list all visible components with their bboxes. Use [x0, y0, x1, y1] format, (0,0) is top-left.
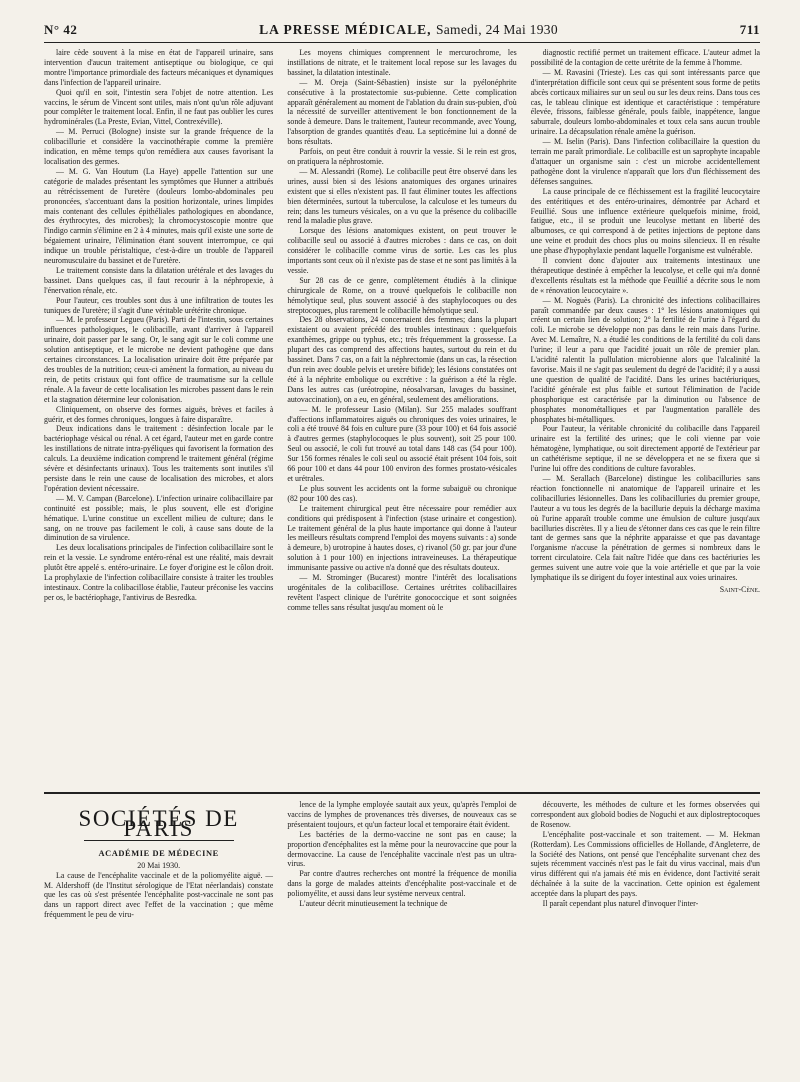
paragraph: — M. Ravasini (Trieste). Les cas qui sont intéressants parce que d'interprétation difficile sont ceux qui se présentent sous forme de petits abcès corticaux miliaires sur un seul ou sur les deux reins. Dans tous ces cas, le tableau clinique est identique et caractéristique : température élevée, frissons, faiblesse générale, pouls faible, inappétence, langue saburrale, douleurs lombo-abdominales et toux cela sans aucun trouble urinaire. La décapsulation rénale amène la guérison.	[530, 67, 760, 137]
paragraph: Cliniquement, on observe des formes aiguës, brèves et faciles à guérir, et des formes chroniques, longues à faire disparaître.	[44, 404, 274, 424]
session-date: 20 Mai 1930.	[137, 860, 181, 870]
paragraph: Pour l'auteur, ces troubles sont dus à une infiltration de toutes les tuniques de l'uretère; il s'agit d'une véritable urétérite chronique.	[44, 295, 274, 315]
societies-column-3	[531, 800, 760, 1070]
paragraph: — M. V. Campan (Barcelone). L'infection urinaire colibacillaire par continuité est possible; mais, le plus souvent, elle est d'origine hématique. L'urine constitue un excellent milieu de culture; dans le sang, on ne trouve pas facilement le coli, à cause sans doute de la diminution de sa virulence.	[44, 493, 274, 543]
paragraph: Pour l'auteur, la véritable chronicité du colibacille dans l'appareil urinaire est la fertilité des urines; que le coli vienne par voie hématogène, lymphatique, ou soit directement apporté de l'extérieur par un cathétérisme septique, il ne se développera et ne se fixera que si l'urine lui offre des conditions de culture favorables.	[530, 424, 760, 474]
paragraph: Il paraît cependant plus naturel d'invoquer l'inter-	[542, 899, 699, 909]
paragraph: — M. Serallach (Barcelone) distingue les colibacilluries sans réaction fonctionnelle ni anatomique de l'appareil urinaire et les colibacilluries lésionnelles. Dans les colibacilluries du premier groupe, l'auteur a vu tous les degrés de la bacillurie depuis la décharge maxima où l'urine apparaît trouble comme une émulsion de culture jusqu'aux bacilluries discrètes. Il y a lieu de s'étonner dans ces cas que le rein filtre tant de germes sans que la néphrite apparaisse et que pas davantage l'organisme n'accuse la pénétration de germes si nombreux dans le torrent circulatoire. Cela fait naître l'idée que dans ces bactériuries les germes suivent une autre voie que la voie artérielle et que par la voie lymphatique ils se dirigent du foyer intestinal aux voies urinaires.	[530, 473, 760, 583]
paragraph: — M. Alessandri (Rome). Le colibacille peut être observé dans les urines, aussi bien si des lésions anatomiques des organes urinaires existent que si elles n'existent pas. Il faut éliminer toutes les affections bien déterminées, surtout la tuberculose, la calculose et les tumeurs du rein; dans les tumeurs vésicales, on a vu que la présence du colibacille rend la maladie plus grave.	[287, 166, 517, 226]
paragraph: Des 28 observations, 24 concernaient des femmes; dans la plupart existaient ou avaient précédé des troubles intestinaux : quelquefois exanthèmes, grippe ou typhus, etc.; très fréquemment la grossesse. La plupart des cas comprend des affections hautes, surtout du rein et du bassinet. Dans 7 cas, on a fait la néphrectomie (dans un cas, la résection d'un rein avec double pelvis et uretère bifide); les lésions constatées ont été à la néphrite embolique ou excrétive : la guérison a été la règle. Dans les autres cas (uréotropine, néosalvarsan, lavages du bassinet, autovaccination), on a eu, en général, seulement des améliorations.	[287, 315, 517, 404]
paragraph: Quoi qu'il en soit, l'intestin sera l'objet de notre attention. Les vaccins, le sérum de Vincent sont utiles, mais n'ont qu'un rôle adjuvant pour compléter le traitement local. Enfin, il ne faut pas oublier les cures hydrominérales (La Preste, Evian, Vittel, Contrexéville).	[44, 87, 274, 127]
paragraph: Le plus souvent les accidents ont la forme subaiguë ou chronique (82 pour 100 des cas).	[287, 483, 517, 503]
author-signature: Saint-Cène.	[719, 584, 760, 594]
paragraph: Le traitement chirurgical peut être nécessaire pour remédier aux conditions qui prédisposent à l'infection (stase urinaire et congestion). Le traitement général de la plus haute importance qui donne à l'auteur les meilleurs résultats comprend l'emploi des moyens suivants : a) sonde à demeure, b) urotropine à hautes doses, c) rivanol (50 gr. par jour d'une solution à 1 pour 100) en injections intraveineuses. La thérapeutique immunisante passive ou active n'a donné que des résultats douteux.	[287, 503, 517, 573]
column-2	[287, 48, 516, 786]
societies-column-1	[44, 800, 273, 1070]
paragraph: — M. Oreja (Saint-Sébastien) insiste sur la pyélonéphrite consécutive à la prostatectomie sus-pubienne. Cette complication apparaît généralement au moment de l'ablation du drain sus-pubien, d'où la nécessité de surveiller attentivement le bon fonctionnement de la sonde à demeure. Dans le traitement, l'auteur recommande, avec Young, l'absorption de grandes quantités d'eau. La septicémine lui a donné de bons résultats.	[287, 77, 517, 147]
paragraph: Lorsque des lésions anatomiques existent, on peut trouver le colibacille seul ou associé à d'autres microbes : dans ce cas, on doit considérer le colibacille comme virus de sortie. Les cas les plus importants sont ceux où il n'existe pas de stase et ne sont pas limités à la vessie.	[287, 226, 517, 275]
paragraph: Deux indications dans le traitement : désinfection locale par le bactériophage vésical ou rénal. A cet égard, l'auteur met en garde contre les instillations de nitrate intra-pyéliques qui favorisent la formation des calculs. La deuxième indication comprend le traitement général (régime sévère et désinfectants urinaux). Tous les traitements sont inutiles s'il persiste dans le rein une cause de localisation des microbes, et alors l'opération devient nécessaire.	[44, 424, 274, 493]
paragraph: L'auteur décrit minutieusement la technique de	[299, 899, 448, 909]
paragraph: — M. le professeur Legueu (Paris). Parti de l'intestin, sous certaines influences pathologiques, le colibacille, avant d'arriver à l'appareil urinaire, doit passer par le sang. Or, le sang agit sur le coli comme une solution antiseptique, et le microbe ne devient pathogène que dans certaines circonstances. La localisation urinaire doit être préparée par des troubles de la nutrition; ceux-ci amènent la formation, au niveau du rein, de petits cristaux qui font office de traumatisme sur la cellule rénale. A la faveur de cette localisation les microbes passent dans le rein et la stagnation détermine leur colonisation.	[44, 315, 274, 404]
header-rule	[44, 42, 760, 43]
paragraph: découverte, les méthodes de culture et les formes observées qui correspondent aux globoïd bodies de Noguchi et aux diplostreptocoques de Rosenow.	[530, 800, 760, 829]
paragraph: Parfois, on peut être conduit à rouvrir la vessie. Si le rein est gros, on pratiquera la néphrostomie.	[287, 147, 517, 166]
societies-columns	[44, 800, 760, 1070]
section-heading: SOCIÉTÉS DE PARIS	[78, 806, 239, 841]
column-3	[531, 48, 760, 786]
issue-date: Samedi, 24 Mai 1930	[435, 22, 558, 37]
societies-column-2	[287, 800, 516, 1070]
paragraph: La cause de l'encéphalite vaccinale et de la poliomyélite aiguë. — M. Aldershoff (de l'Institut sérologique de l'Etat néerlandais) constate que les cas où s'est présentée l'encéphalite post-vaccinale ne sont pas dans un rapport direct avec l'effet de la vaccination ; que même fréquemment le peu de viru-	[44, 870, 274, 920]
paragraph: — M. le professeur Lasio (Milan). Sur 255 malades souffrant d'affections inflammatoires aiguës ou chroniques des voies urinaires, le coli a été trouvé 84 fois en culture pure (33 pour 100) et 64 fois associé à d'autres germes (staphylocoques le plus souvent), soit 25 pour 100. Seul ou associé, le coli fut trouvé au total dans 148 cas (54 pour 100). Sur 156 formes rénales le coli seul ou associé était présent 104 fois, soit 66 pour 100 et dans 44 pour 100 environ des formes prostato-vésicales et urétrales.	[287, 404, 517, 483]
paragraph: — M. G. Van Houtum (La Haye) appelle l'attention sur une catégorie de malades présentant les symptômes que Hunner a attribués au rétrécissement de l'uretère (douleurs lombo-abdominales peu prononcées, s'accentuant dans la position horizontale, urines limpides mais contenant des cellules épithéliales pathologiques en abondance, des érythrocytes, des microbes); la chromocystoscopie montre que l'indigo carmin s'élimine en 2 à 4 minutes, mais qu'il existe une sorte de bégaiement urinaire, l'élimination étant souvent interrompue, ce qui indique un trouble péristaltique, c'est-à-dire un trouble de l'appareil neuromusculaire du bassinet et de l'uretère.	[44, 166, 274, 266]
academy-heading: ACADÉMIE DE MÉDECINE	[98, 848, 219, 858]
paragraph: — M. Perruci (Bologne) insiste sur la grande fréquence de la colibacillurie et considère la vaccinothérapie comme la première indication, en même temps qu'on remédiera aux causes favorisant la localisation des germes.	[44, 127, 274, 166]
paragraph: Par contre d'autres recherches ont montré la fréquence de monilia dans la gorge de malades atteints d'encéphalite post-vaccinale et de poliomyélite, et aussi dans leur système nerveux central.	[287, 869, 517, 899]
column-1	[44, 48, 273, 786]
paragraph: — M. Iselin (Paris). Dans l'infection colibacillaire la question du terrain me paraît primordiale. Le colibacille est un saprophyte incapable d'attaquer un organisme sain : c'est un microbe accidentellement pathogène dont la virulence n'apparaît que lors d'un fléchissement des défenses sanguines.	[530, 137, 760, 186]
article-columns	[44, 48, 760, 786]
section-rule	[44, 792, 760, 794]
running-header	[44, 22, 760, 40]
paragraph: Il convient donc d'ajouter aux traitements intestinaux une thérapeutique destinée à empêcher la leucolyse, et celle qui m'a donné d'excellents résultats est la méthode que Feuillié a décrite sous le nom de « rénovation leucocytaire ».	[530, 256, 760, 295]
paragraph: — M. Strominger (Bucarest) montre l'intérêt des localisations urogénitales de la colibacillose. Certaines urétrites colibacillaires revêtent l'aspect clinique de l'urétrite gonococcique et sont soignées comme telles sans résultat jusqu'au moment où le	[287, 573, 517, 612]
societies-col1-body	[44, 871, 273, 921]
paragraph: laire cède souvent à la mise en état de l'appareil urinaire, sans intervention d'aucun traitement antiseptique ou biologique, ce qui montre l'importance primordiale des facteurs mécaniques et dynamiques dans l'infection de l'appareil urinaire.	[44, 48, 274, 87]
paragraph: La cause principale de ce fléchissement est la fragilité leucocytaire des entéritiques et des entéro-urinaires, démontrée par Achard et Feuillié. Sous une influence extérieure quelquefois minime, froid, fatigue, etc., il se produit une leucolyse mettant en liberté des albumoses, ce qui correspond à de petites injections de peptone dans une veine et produit des chocs plus ou moins silencieux. Il en résulte une phase d'hypophylaxie pendant laquelle l'organisme est vulnérable.	[530, 186, 760, 256]
paragraph: Les bactéries de la dermo-vaccine ne sont pas en cause; la proportion d'encéphalites est la même pour la neurovaccine que pour la dermovaccine. La cause de l'encéphalite vaccinale n'est pas un ultra-virus.	[287, 829, 517, 869]
journal-title	[259, 22, 558, 38]
page-number: 711	[739, 22, 760, 37]
paragraph: L'encéphalite post-vaccinale et son traitement. — M. Hekman (Rotterdam). Les Commissions officielles de Hollande, d'Angleterre, de la Société des Nations, ont pensé que l'encéphalite survenant chez des sujets récemment vaccinés n'est pas le fait du virus vaccinal, mais d'un virus différent qui n'a jamais été mis en évidence, dont l'activité serait déchaînée à la suite de la vaccination. Cette opinion est également acceptée dans la plupart des pays.	[530, 829, 760, 899]
journal-name: LA PRESSE MÉDICALE,	[259, 22, 432, 37]
paragraph: Les moyens chimiques comprennent le mercurochrome, les instillations de nitrate, et le traitement local repose sur les lavages du bassinet, la dilatation intestinale.	[287, 48, 517, 77]
paragraph: diagnostic rectifié permet un traitement efficace. L'auteur admet la possibilité de la contagion de cette urétrite de la femme à l'homme.	[530, 48, 760, 67]
paragraph: Le traitement consiste dans la dilatation urétérale et des lavages du bassinet. Dans quelques cas, il faut recourir à la néphropexie, à l'énervation rénale, etc.	[44, 265, 274, 295]
paragraph: lence de la lymphe employée sautait aux yeux, qu'après l'emploi de vaccins de lymphes de provenances très diverses, de nouveaux cas se présentaient toujours, et qu'un facteur local et temporaire était évident.	[287, 800, 517, 829]
paragraph: — M. Noguès (Paris). La chronicité des infections colibacillaires paraît commandée par deux causes : 1° les lésions anatomiques qui créent un certain lien de solution; 2° la fertilité de l'urine à l'égard du coli. Le microbe se développe non pas dans le rein mais dans l'urine. Avec M. Lemaître, N. a étudié les conditions de la fertilité du coli dans l'urine; il leur a paru que l'acidité jouait un rôle de premier plan. L'acidité ralentit la pullulation microbienne alors que l'alcalinité la favorise. Mais il ne s'agit pas seulement du degré de l'acidité; il y a aussi une question de qualité de l'acidité. Dans les urines bactériuriques, l'acidité générale est plus faible et surtout l'élimination de l'acide phosphorique est caractérisée par la diminution ou l'absence de phosphates monométalliques et par l'augmentation parallèle des phosphates bi-métalliques.	[530, 295, 760, 424]
issue-number: N° 42	[44, 22, 78, 37]
paragraph: Les deux localisations principales de l'infection colibacillaire sont le rein et la vessie. Le syndrome entéro-rénal est une réalité, mais devrait plutôt être appelé s. entéro-urinaire. Le foyer d'origine est le côlon droit. La prophylaxie de l'infection colibacillaire consiste à traiter les troubles intestinaux. Contre la colibacillose établie, l'auteur préconise les vaccins per os, le bactériophage, l'antivirus de Besredka.	[44, 543, 274, 602]
paragraph: Sur 28 cas de ce genre, complètement étudiés à la clinique chirurgicale de Rome, on a trouvé quelquefois le colibacille non hémolytique seul, plus souvent associé à des staphylocoques ou des streptocoques, plus rarement le colibacille hémolytique seul.	[287, 275, 517, 315]
